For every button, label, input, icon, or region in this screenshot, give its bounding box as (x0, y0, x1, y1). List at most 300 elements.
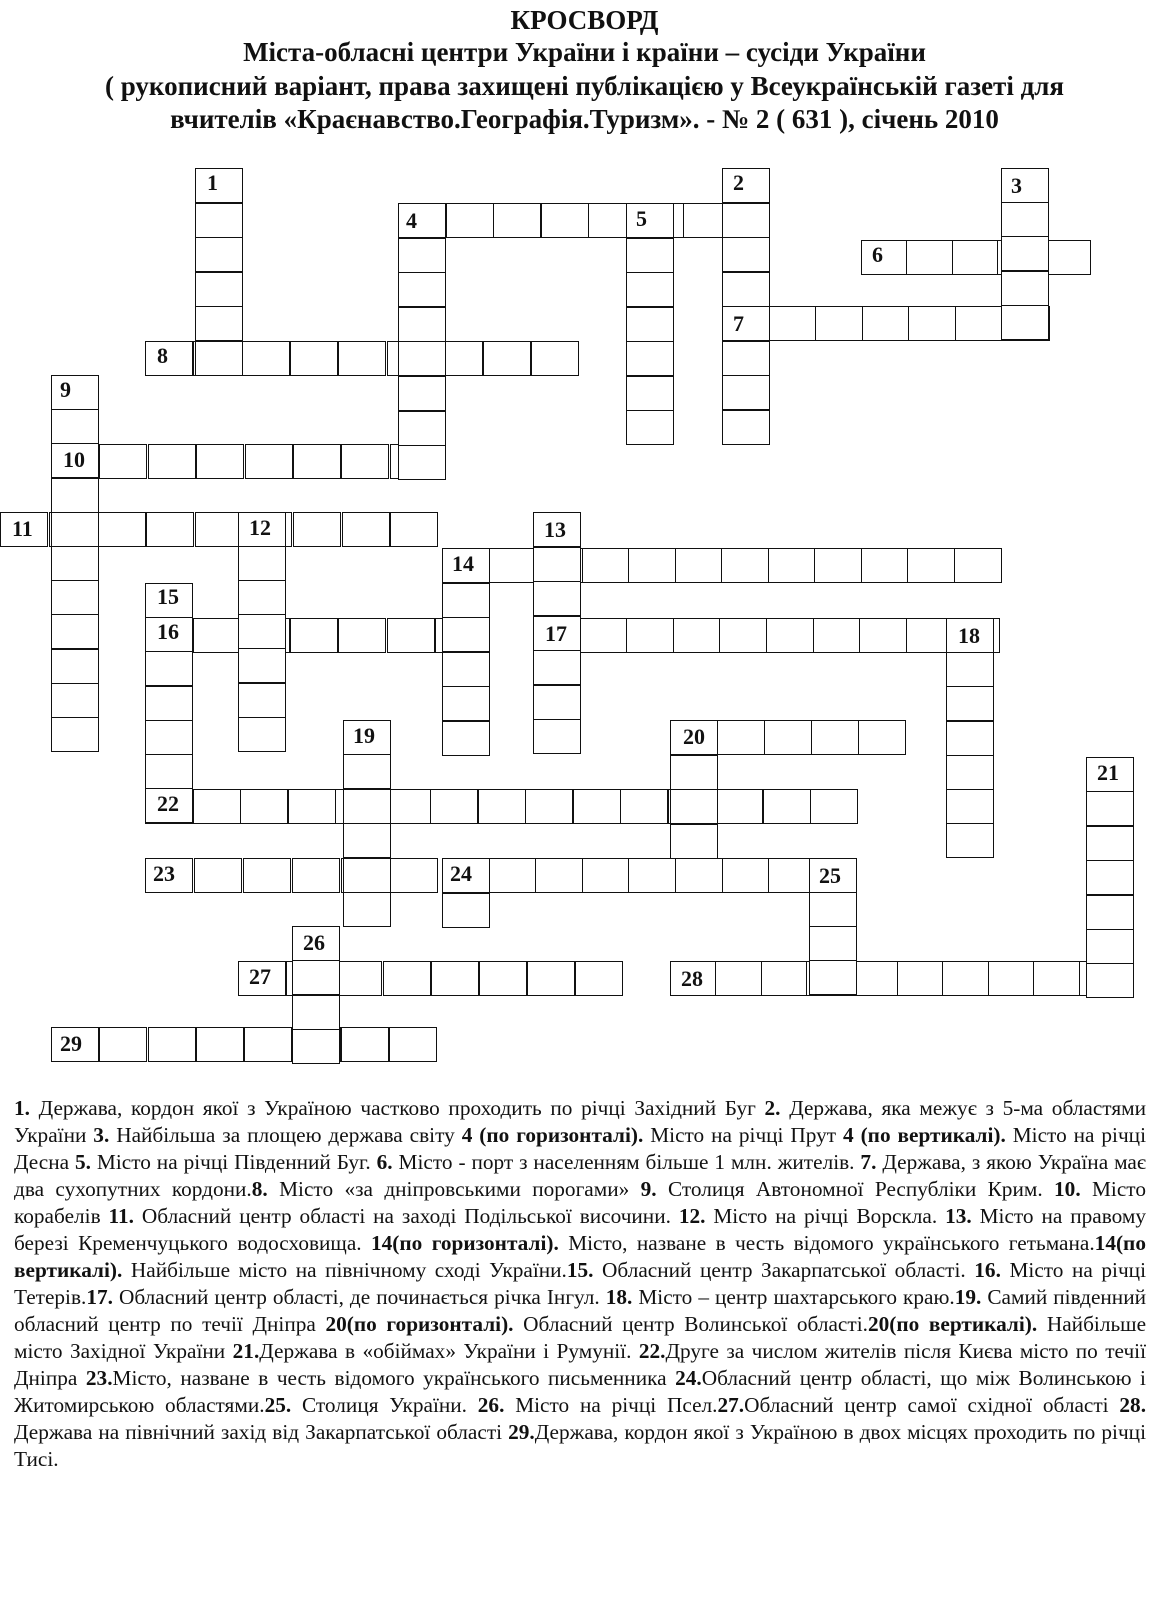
clue-number-label: 27 (249, 964, 271, 989)
grid-cell[interactable] (238, 614, 286, 649)
grid-cell[interactable] (243, 858, 291, 893)
grid-cell[interactable] (292, 858, 340, 893)
clue-number: 20(по вертикалі). (867, 1312, 1038, 1336)
grid-cell[interactable] (398, 445, 446, 480)
grid-cell[interactable] (194, 858, 242, 893)
clue-text: Місто – центр шахтарського краю. (632, 1285, 955, 1309)
grid-cell[interactable] (292, 1029, 340, 1064)
grid-cell[interactable] (145, 341, 193, 376)
grid-cell[interactable] (342, 512, 390, 547)
grid-cell[interactable] (764, 720, 812, 755)
grid-cell[interactable] (946, 721, 994, 756)
grid-cell[interactable] (1043, 240, 1091, 275)
grid-cell[interactable] (769, 306, 817, 341)
clue-number: 6. (376, 1150, 393, 1174)
grid-cell[interactable] (1086, 929, 1134, 964)
grid-cell[interactable] (99, 444, 147, 479)
grid-cell[interactable] (430, 789, 478, 824)
grid-cell[interactable] (626, 410, 674, 445)
grid-cell[interactable] (338, 341, 386, 376)
clue-number: 4 (по горизонталі). (461, 1123, 644, 1147)
grid-cell[interactable] (717, 720, 765, 755)
clue-number-label: 23 (153, 861, 175, 886)
grid-cell[interactable] (626, 618, 674, 653)
grid-cell[interactable] (1001, 271, 1049, 306)
clue-number-label: 18 (958, 623, 980, 648)
grid-cell[interactable] (145, 686, 193, 721)
grid-cell[interactable] (908, 306, 956, 341)
clue-text: Обласний центр Волинської області. (513, 1312, 868, 1336)
grid-cell[interactable] (861, 548, 909, 583)
grid-cell[interactable] (670, 789, 718, 824)
grid-cell[interactable] (196, 1027, 244, 1062)
clue-text: Найбільше місто Західної України (14, 1312, 1147, 1363)
clue-text: Найбільша за площею держава світу (109, 1123, 462, 1147)
grid-cell[interactable] (146, 512, 194, 547)
grid-cell[interactable] (809, 960, 857, 995)
grid-cell[interactable] (626, 238, 674, 273)
clue-number-label: 11 (12, 516, 33, 541)
grid-cell[interactable] (628, 858, 676, 893)
grid-cell[interactable] (148, 444, 196, 479)
grid-cell[interactable] (722, 272, 770, 307)
grid-cell[interactable] (946, 823, 994, 858)
clue-number-label: 10 (63, 447, 85, 472)
grid-cell[interactable] (906, 240, 954, 275)
publication-note-line-1: ( рукописний варіант, права захищені публікацією у Всеукраїнській газеті для (104, 71, 1064, 101)
grid-cell[interactable] (582, 858, 630, 893)
grid-cell[interactable] (195, 306, 243, 341)
clue-number: 2. (764, 1096, 781, 1120)
clue-number: 23. (85, 1366, 113, 1390)
grid-cell[interactable] (238, 683, 286, 718)
grid-cell[interactable] (145, 858, 193, 893)
publication-note-line-2: вчителів «Краєнавство.Географія.Туризм». - № 2 ( 631 ), січень 2010 (170, 104, 999, 134)
grid-cell[interactable] (525, 789, 573, 824)
grid-cell[interactable] (334, 961, 382, 996)
grid-cell[interactable] (580, 618, 628, 653)
grid-cell[interactable] (810, 789, 858, 824)
grid-cell[interactable] (238, 512, 286, 547)
grid-cell[interactable] (531, 341, 579, 376)
grid-cell[interactable] (533, 547, 581, 582)
grid-cell[interactable] (51, 409, 99, 444)
clue-number: 17. (86, 1285, 113, 1309)
grid-cell[interactable] (193, 789, 241, 824)
grid-cell[interactable] (478, 789, 526, 824)
grid-cell[interactable] (489, 858, 537, 893)
clue-number-label: 17 (545, 621, 567, 646)
clue-text: Місто на правому березі Кременчуцького водосховища. (14, 1204, 1147, 1255)
clue-number: 22. (638, 1339, 666, 1363)
grid-cell[interactable] (721, 548, 769, 583)
grid-cell[interactable] (626, 272, 674, 307)
grid-cell[interactable] (288, 789, 336, 824)
clue-text: Держава, кордон якої з Україною в двох місцях проходить по річці Тисі. (14, 1420, 1146, 1471)
grid-cell[interactable] (240, 789, 288, 824)
grid-cell[interactable] (1086, 826, 1134, 861)
clue-text: Місто «за дніпровськими порогами» (267, 1177, 641, 1201)
grid-cell[interactable] (533, 616, 581, 651)
clue-number: 20(по горизонталі). (325, 1312, 514, 1336)
clue-number: 5. (75, 1150, 91, 1174)
clue-text: Держава, з якою Україна має два сухопутних кордони. (14, 1150, 1146, 1201)
clue-number-label: 22 (157, 791, 179, 816)
grid-cell[interactable] (946, 686, 994, 721)
clue-text: Місто, назване в честь відомого українського письменника (112, 1366, 676, 1390)
clue-number: 1. (14, 1096, 30, 1120)
grid-cell[interactable] (862, 306, 910, 341)
grid-cell[interactable] (238, 580, 286, 615)
grid-cell[interactable] (715, 961, 763, 996)
grid-cell[interactable] (390, 512, 438, 547)
clue-text: Держава на північний захід від Закарпатської області (14, 1420, 509, 1444)
grid-cell[interactable] (715, 789, 763, 824)
grid-cell[interactable] (1086, 791, 1134, 826)
clue-text: Місто корабелів (14, 1177, 1146, 1228)
grid-cell[interactable] (195, 237, 243, 272)
clue-number: 25. (264, 1393, 292, 1417)
grid-cell[interactable] (859, 618, 907, 653)
clue-text: Столиця Автономної Республіки Крим. (656, 1177, 1055, 1201)
grid-cell[interactable] (442, 548, 490, 583)
grid-cell[interactable] (145, 754, 193, 789)
grid-cell[interactable] (51, 478, 99, 513)
grid-cell[interactable] (51, 512, 99, 547)
clue-number-label: 21 (1097, 760, 1119, 785)
clue-text: Місто на річці Десна (14, 1123, 1147, 1174)
clue-text: Місто на річці Прут (643, 1123, 844, 1147)
grid-cell[interactable] (244, 1027, 292, 1062)
clue-number-label: 12 (249, 515, 271, 540)
grid-cell[interactable] (858, 720, 906, 755)
grid-cell[interactable] (535, 858, 583, 893)
grid-cell[interactable] (573, 789, 621, 824)
grid-cell[interactable] (290, 341, 338, 376)
grid-cell[interactable] (290, 618, 338, 653)
grid-cell[interactable] (582, 548, 630, 583)
clue-number-label: 28 (681, 966, 703, 991)
grid-cell[interactable] (145, 617, 193, 652)
grid-cell[interactable] (343, 720, 391, 755)
grid-cell[interactable] (768, 548, 816, 583)
grid-cell[interactable] (675, 858, 723, 893)
clue-number: 12. (678, 1204, 706, 1228)
clue-text: Місто на річці Ворскла. (705, 1204, 946, 1228)
clue-number-label: 6 (872, 242, 883, 267)
grid-cell[interactable] (946, 755, 994, 790)
grid-cell[interactable] (813, 618, 861, 653)
grid-cell[interactable] (620, 789, 668, 824)
grid-cell[interactable] (1086, 860, 1134, 895)
grid-cell[interactable] (766, 618, 814, 653)
clue-number: 8. (251, 1177, 268, 1201)
grid-cell[interactable] (343, 858, 391, 893)
clue-number-label: 4 (406, 208, 417, 233)
grid-cell[interactable] (1001, 305, 1049, 340)
crossword-title: КРОСВОРД (510, 5, 659, 35)
clue-text: Обласний центр області, що між Волинською і Житомирською областями. (14, 1366, 1146, 1417)
grid-cell[interactable] (809, 892, 857, 927)
grid-cell[interactable] (145, 720, 193, 755)
grid-cell[interactable] (809, 926, 857, 961)
grid-cell[interactable] (719, 618, 767, 653)
grid-cell[interactable] (1001, 236, 1049, 271)
grid-cell[interactable] (398, 238, 446, 273)
grid-cell[interactable] (390, 858, 438, 893)
grid-cell[interactable] (763, 789, 811, 824)
grid-cell[interactable] (442, 652, 490, 687)
clue-number-label: 26 (303, 930, 325, 955)
clue-text: Найбільше місто на північному сході України. (122, 1258, 567, 1282)
clue-text: Місто на річці Тетерів. (14, 1258, 1146, 1309)
clue-number-label: 20 (683, 724, 705, 749)
grid-cell[interactable] (722, 203, 770, 238)
clue-number: 10. (1054, 1177, 1081, 1201)
grid-cell[interactable] (442, 858, 490, 893)
grid-cell[interactable] (1086, 757, 1134, 792)
clue-number: 13. (945, 1204, 972, 1228)
clue-number-label: 3 (1011, 173, 1022, 198)
grid-cell[interactable] (341, 444, 389, 479)
clue-number-label: 29 (60, 1031, 82, 1056)
grid-cell[interactable] (946, 652, 994, 687)
clue-number-label: 16 (157, 619, 179, 644)
clue-text: Обласний центр Закарпатської області. (593, 1258, 975, 1282)
grid-cell[interactable] (722, 410, 770, 445)
grid-cell[interactable] (811, 720, 859, 755)
grid-cell[interactable] (442, 893, 490, 928)
grid-cell[interactable] (343, 823, 391, 858)
grid-cell[interactable] (238, 546, 286, 581)
clue-number-label: 24 (450, 861, 472, 886)
grid-cell[interactable] (338, 618, 386, 653)
grid-cell[interactable] (675, 548, 723, 583)
grid-cell[interactable] (483, 341, 531, 376)
grid-cell[interactable] (148, 1027, 196, 1062)
grid-cell[interactable] (51, 649, 99, 684)
grid-cell[interactable] (193, 618, 241, 653)
grid-cell[interactable] (238, 961, 286, 996)
grid-cell[interactable] (398, 376, 446, 411)
grid-cell[interactable] (670, 824, 718, 859)
grid-cell[interactable] (293, 512, 341, 547)
clue-text: Місто, назване в честь відомого українського гетьмана. (558, 1231, 1095, 1255)
grid-cell[interactable] (51, 375, 99, 410)
grid-cell[interactable] (51, 614, 99, 649)
grid-cell[interactable] (398, 203, 446, 238)
grid-cell[interactable] (238, 717, 286, 752)
grid-cell[interactable] (51, 1027, 99, 1062)
grid-cell[interactable] (533, 512, 581, 547)
grid-cell[interactable] (533, 650, 581, 685)
grid-cell[interactable] (479, 961, 527, 996)
grid-cell[interactable] (431, 961, 479, 996)
grid-cell[interactable] (1086, 963, 1134, 998)
crossword-subtitle: Міста-обласні центри України і країни – сусіди України (243, 37, 926, 67)
clue-number: 28. (1119, 1393, 1147, 1417)
grid-cell[interactable] (442, 686, 490, 721)
grid-cell[interactable] (195, 203, 243, 238)
grid-cell[interactable] (527, 961, 575, 996)
grid-cell[interactable] (942, 961, 990, 996)
grid-cell[interactable] (145, 651, 193, 686)
grid-cell[interactable] (51, 580, 99, 615)
grid-cell[interactable] (670, 720, 718, 755)
grid-cell[interactable] (722, 375, 770, 410)
grid-cell[interactable] (51, 683, 99, 718)
grid-cell[interactable] (238, 648, 286, 683)
grid-cell[interactable] (383, 961, 431, 996)
grid-cell[interactable] (389, 1027, 437, 1062)
clue-number: 21. (232, 1339, 260, 1363)
grid-cell[interactable] (195, 168, 243, 203)
grid-cell[interactable] (398, 341, 446, 376)
grid-cell[interactable] (722, 306, 770, 341)
clue-text: Місто на річці Південний Буг. (90, 1150, 377, 1174)
grid-cell[interactable] (946, 789, 994, 824)
grid-cell[interactable] (626, 203, 674, 238)
grid-cell[interactable] (293, 444, 341, 479)
grid-cell[interactable] (1001, 202, 1049, 237)
grid-cell[interactable] (292, 960, 340, 995)
clue-text: Держава в «обіймах» України і Румунії. (259, 1339, 639, 1363)
clue-text: Друге за числом жителів після Києва місто по течії Дніпра (14, 1339, 1146, 1390)
grid-cell[interactable] (952, 240, 1000, 275)
clue-text: Місто на річці Псел. (504, 1393, 718, 1417)
clue-number-label: 9 (60, 377, 71, 402)
grid-cell[interactable] (722, 858, 770, 893)
clue-text: Місто - порт з населенням більше 1 млн. жителів. (392, 1150, 861, 1174)
grid-cell[interactable] (99, 1027, 147, 1062)
grid-cell[interactable] (673, 618, 721, 653)
grid-cell[interactable] (0, 512, 48, 547)
grid-cell[interactable] (954, 548, 1002, 583)
grid-cell[interactable] (722, 237, 770, 272)
grid-cell[interactable] (988, 961, 1036, 996)
clue-number-label: 7 (733, 311, 744, 336)
grid-cell[interactable] (387, 618, 435, 653)
grid-cell[interactable] (533, 719, 581, 754)
grid-cell[interactable] (442, 617, 490, 652)
grid-cell[interactable] (341, 1027, 389, 1062)
grid-cell[interactable] (398, 272, 446, 307)
grid-cell[interactable] (626, 341, 674, 376)
clue-text: Самий південний обласний центр по течії Дніпра (14, 1285, 1146, 1336)
grid-cell[interactable] (907, 548, 955, 583)
grid-cell[interactable] (761, 961, 809, 996)
grid-cell[interactable] (1033, 961, 1081, 996)
clue-text: Обласний центр області на заході Подільської височини. (133, 1204, 679, 1228)
clue-number: 15. (566, 1258, 594, 1282)
grid-cell[interactable] (442, 583, 490, 618)
grid-cell[interactable] (51, 546, 99, 581)
grid-cell[interactable] (670, 961, 718, 996)
grid-cell[interactable] (145, 788, 193, 823)
clue-number: 3. (93, 1123, 110, 1147)
grid-cell[interactable] (670, 755, 718, 790)
grid-cell[interactable] (343, 789, 391, 824)
clue-text: Держава, кордон якої з Україною частково проходить по річці Західний Буг (29, 1096, 765, 1120)
grid-cell[interactable] (815, 306, 863, 341)
grid-cell[interactable] (1086, 895, 1134, 930)
clue-number-label: 19 (353, 723, 375, 748)
grid-cell[interactable] (722, 341, 770, 376)
grid-cell[interactable] (98, 512, 146, 547)
clue-number: 14(по горизонталі). (371, 1231, 559, 1255)
clue-number-label: 25 (819, 863, 841, 888)
grid-cell[interactable] (292, 995, 340, 1030)
grid-cell[interactable] (145, 583, 193, 618)
grid-cell[interactable] (398, 307, 446, 342)
clue-number-label: 14 (452, 551, 474, 576)
clue-number: 19. (954, 1285, 982, 1309)
clue-number: 29. (508, 1420, 535, 1444)
grid-cell[interactable] (946, 618, 994, 653)
grid-cell[interactable] (196, 444, 244, 479)
clue-text: Держава, яка межує з 5-ма областями України (14, 1096, 1146, 1147)
grid-cell[interactable] (195, 512, 243, 547)
clue-number: 14(по вертикалі). (14, 1231, 1146, 1282)
grid-cell[interactable] (242, 341, 290, 376)
grid-cell[interactable] (195, 272, 243, 307)
grid-cell[interactable] (446, 203, 494, 238)
grid-cell[interactable] (628, 548, 676, 583)
grid-cell[interactable] (51, 443, 99, 478)
grid-cell[interactable] (343, 754, 391, 789)
clue-number: 16. (974, 1258, 1001, 1282)
grid-cell[interactable] (626, 307, 674, 342)
clue-number-label: 15 (157, 584, 179, 609)
grid-cell[interactable] (343, 892, 391, 927)
clue-number: 27. (717, 1393, 745, 1417)
grid-cell[interactable] (814, 548, 862, 583)
grid-cell[interactable] (292, 926, 340, 961)
grid-cell[interactable] (489, 548, 537, 583)
clue-number: 24. (675, 1366, 702, 1390)
grid-cell[interactable] (195, 341, 243, 376)
grid-cell[interactable] (493, 203, 541, 238)
clue-number-label: 1 (207, 170, 218, 195)
grid-cell[interactable] (245, 444, 293, 479)
grid-cell[interactable] (1001, 168, 1049, 203)
grid-cell[interactable] (897, 961, 945, 996)
grid-cell[interactable] (722, 168, 770, 203)
clue-number-label: 2 (733, 170, 744, 195)
clue-text: Столиця України. (291, 1393, 478, 1417)
grid-cell[interactable] (51, 717, 99, 752)
grid-cell[interactable] (626, 376, 674, 411)
clue-number: 9. (640, 1177, 657, 1201)
clue-number: 18. (605, 1285, 633, 1309)
clue-number: 4 (по вертикалі). (843, 1123, 1006, 1147)
grid-cell[interactable] (541, 203, 589, 238)
grid-cell[interactable] (809, 858, 857, 893)
clue-number-label: 13 (544, 517, 566, 542)
grid-cell[interactable] (575, 961, 623, 996)
grid-cell[interactable] (442, 721, 490, 756)
grid-cell[interactable] (955, 306, 1003, 341)
grid-cell[interactable] (861, 240, 909, 275)
grid-cell[interactable] (533, 685, 581, 720)
grid-cell[interactable] (852, 961, 900, 996)
grid-cell[interactable] (398, 411, 446, 446)
clue-number-label: 5 (636, 206, 647, 231)
clue-number: 7. (860, 1150, 877, 1174)
clue-text: Обласний центр області, де починається річка Інгул. (112, 1285, 606, 1309)
grid-cell[interactable] (533, 581, 581, 616)
clue-number: 26. (477, 1393, 505, 1417)
